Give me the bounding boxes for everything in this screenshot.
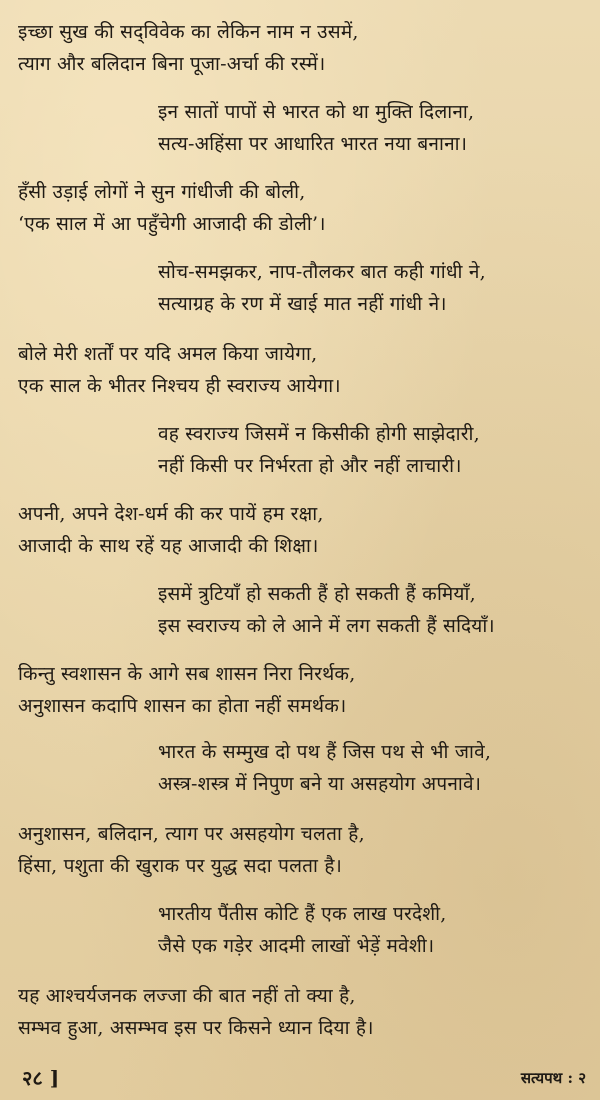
stanza-6	[158, 418, 480, 482]
verse-line: इस स्वराज्य को ले आने में लग सकती हैं सदियाँ।	[158, 615, 495, 637]
verse-line: त्याग और बलिदान बिना पूजा-अर्चा की रस्में।	[18, 53, 326, 75]
verse-line: बोले मेरी शर्तों पर यदि अमल किया जायेगा,	[18, 343, 318, 365]
verse-line: भारतीय पैंतीस कोटि हैं एक लाख परदेशी,	[158, 903, 447, 925]
stanza-12	[158, 898, 447, 962]
stanza-7	[18, 498, 324, 562]
verse-line: आजादी के साथ रहें यह आजादी की शिक्षा।	[18, 535, 319, 557]
verse-line: सम्भव हुआ, असम्भव इस पर किसने ध्यान दिया है।	[18, 1017, 374, 1039]
verse-line: अस्त्र-शस्त्र में निपुण बने या असहयोग अपनावे।	[158, 773, 482, 795]
verse-line: हिंसा, पशुता की खुराक पर युद्ध सदा पलता है।	[18, 855, 343, 877]
stanza-5	[18, 338, 341, 402]
stanza-13	[18, 980, 374, 1044]
verse-line: इन सातों पापों से भारत को था मुक्ति दिलाना,	[158, 101, 475, 123]
verse-line: यह आश्चर्यजनक लज्जा की बात नहीं तो क्या है,	[18, 985, 356, 1007]
verse-line: सोच-समझकर, नाप-तौलकर बात कही गांधी ने,	[158, 261, 486, 283]
stanza-8	[158, 578, 495, 642]
verse-line: नहीं किसी पर निर्भरता हो और नहीं लाचारी।	[158, 455, 462, 477]
stanza-2	[158, 96, 474, 160]
verse-line: सत्याग्रह के रण में खाई मात नहीं गांधी ने।	[158, 293, 447, 315]
running-title: सत्यपथ : २	[520, 1069, 586, 1087]
verse-line: किन्तु स्वशासन के आगे सब शासन निरा निरर्थक,	[18, 663, 356, 685]
page-number: २८ ]	[22, 1066, 60, 1090]
verse-line: भारत के सम्मुख दो पथ हैं जिस पथ से भी जावे,	[158, 741, 492, 763]
verse-line: इसमें त्रुटियाँ हो सकती हैं हो सकती हैं कमियाँ,	[158, 583, 476, 605]
verse-line: अनुशासन कदापि शासन का होता नहीं समर्थक।	[18, 695, 347, 717]
page-footer	[0, 1066, 600, 1090]
verse-line: एक साल के भीतर निश्चय ही स्वराज्य आयेगा।	[18, 375, 341, 397]
verse-line: वह स्वराज्य जिसमें न किसीकी होगी साझेदारी,	[158, 423, 480, 445]
verse-line: जैसे एक गड़ेर आदमी लाखों भेड़ें मवेशी।	[158, 935, 435, 957]
stanza-10	[158, 736, 491, 800]
verse-line: अनुशासन, बलिदान, त्याग पर असहयोग चलता है,	[18, 823, 365, 845]
verse-line: हँसी उड़ाई लोगों ने सुन गांधीजी की बोली,	[18, 181, 306, 203]
verse-line: सत्य-अहिंसा पर आधारित भारत नया बनाना।	[158, 133, 468, 155]
stanza-1	[18, 16, 359, 80]
verse-line: ‘एक साल में आ पहुँचेगी आजादी की डोली’।	[18, 213, 326, 235]
verse-line: इच्छा सुख की सद्‌विवेक का लेकिन नाम न उसमें,	[18, 21, 359, 43]
stanza-9	[18, 658, 355, 722]
stanza-11	[18, 818, 365, 882]
stanza-4	[158, 256, 486, 320]
stanza-3	[18, 176, 326, 240]
verse-line: अपनी, अपने देश-धर्म की कर पायें हम रक्षा,	[18, 503, 324, 525]
